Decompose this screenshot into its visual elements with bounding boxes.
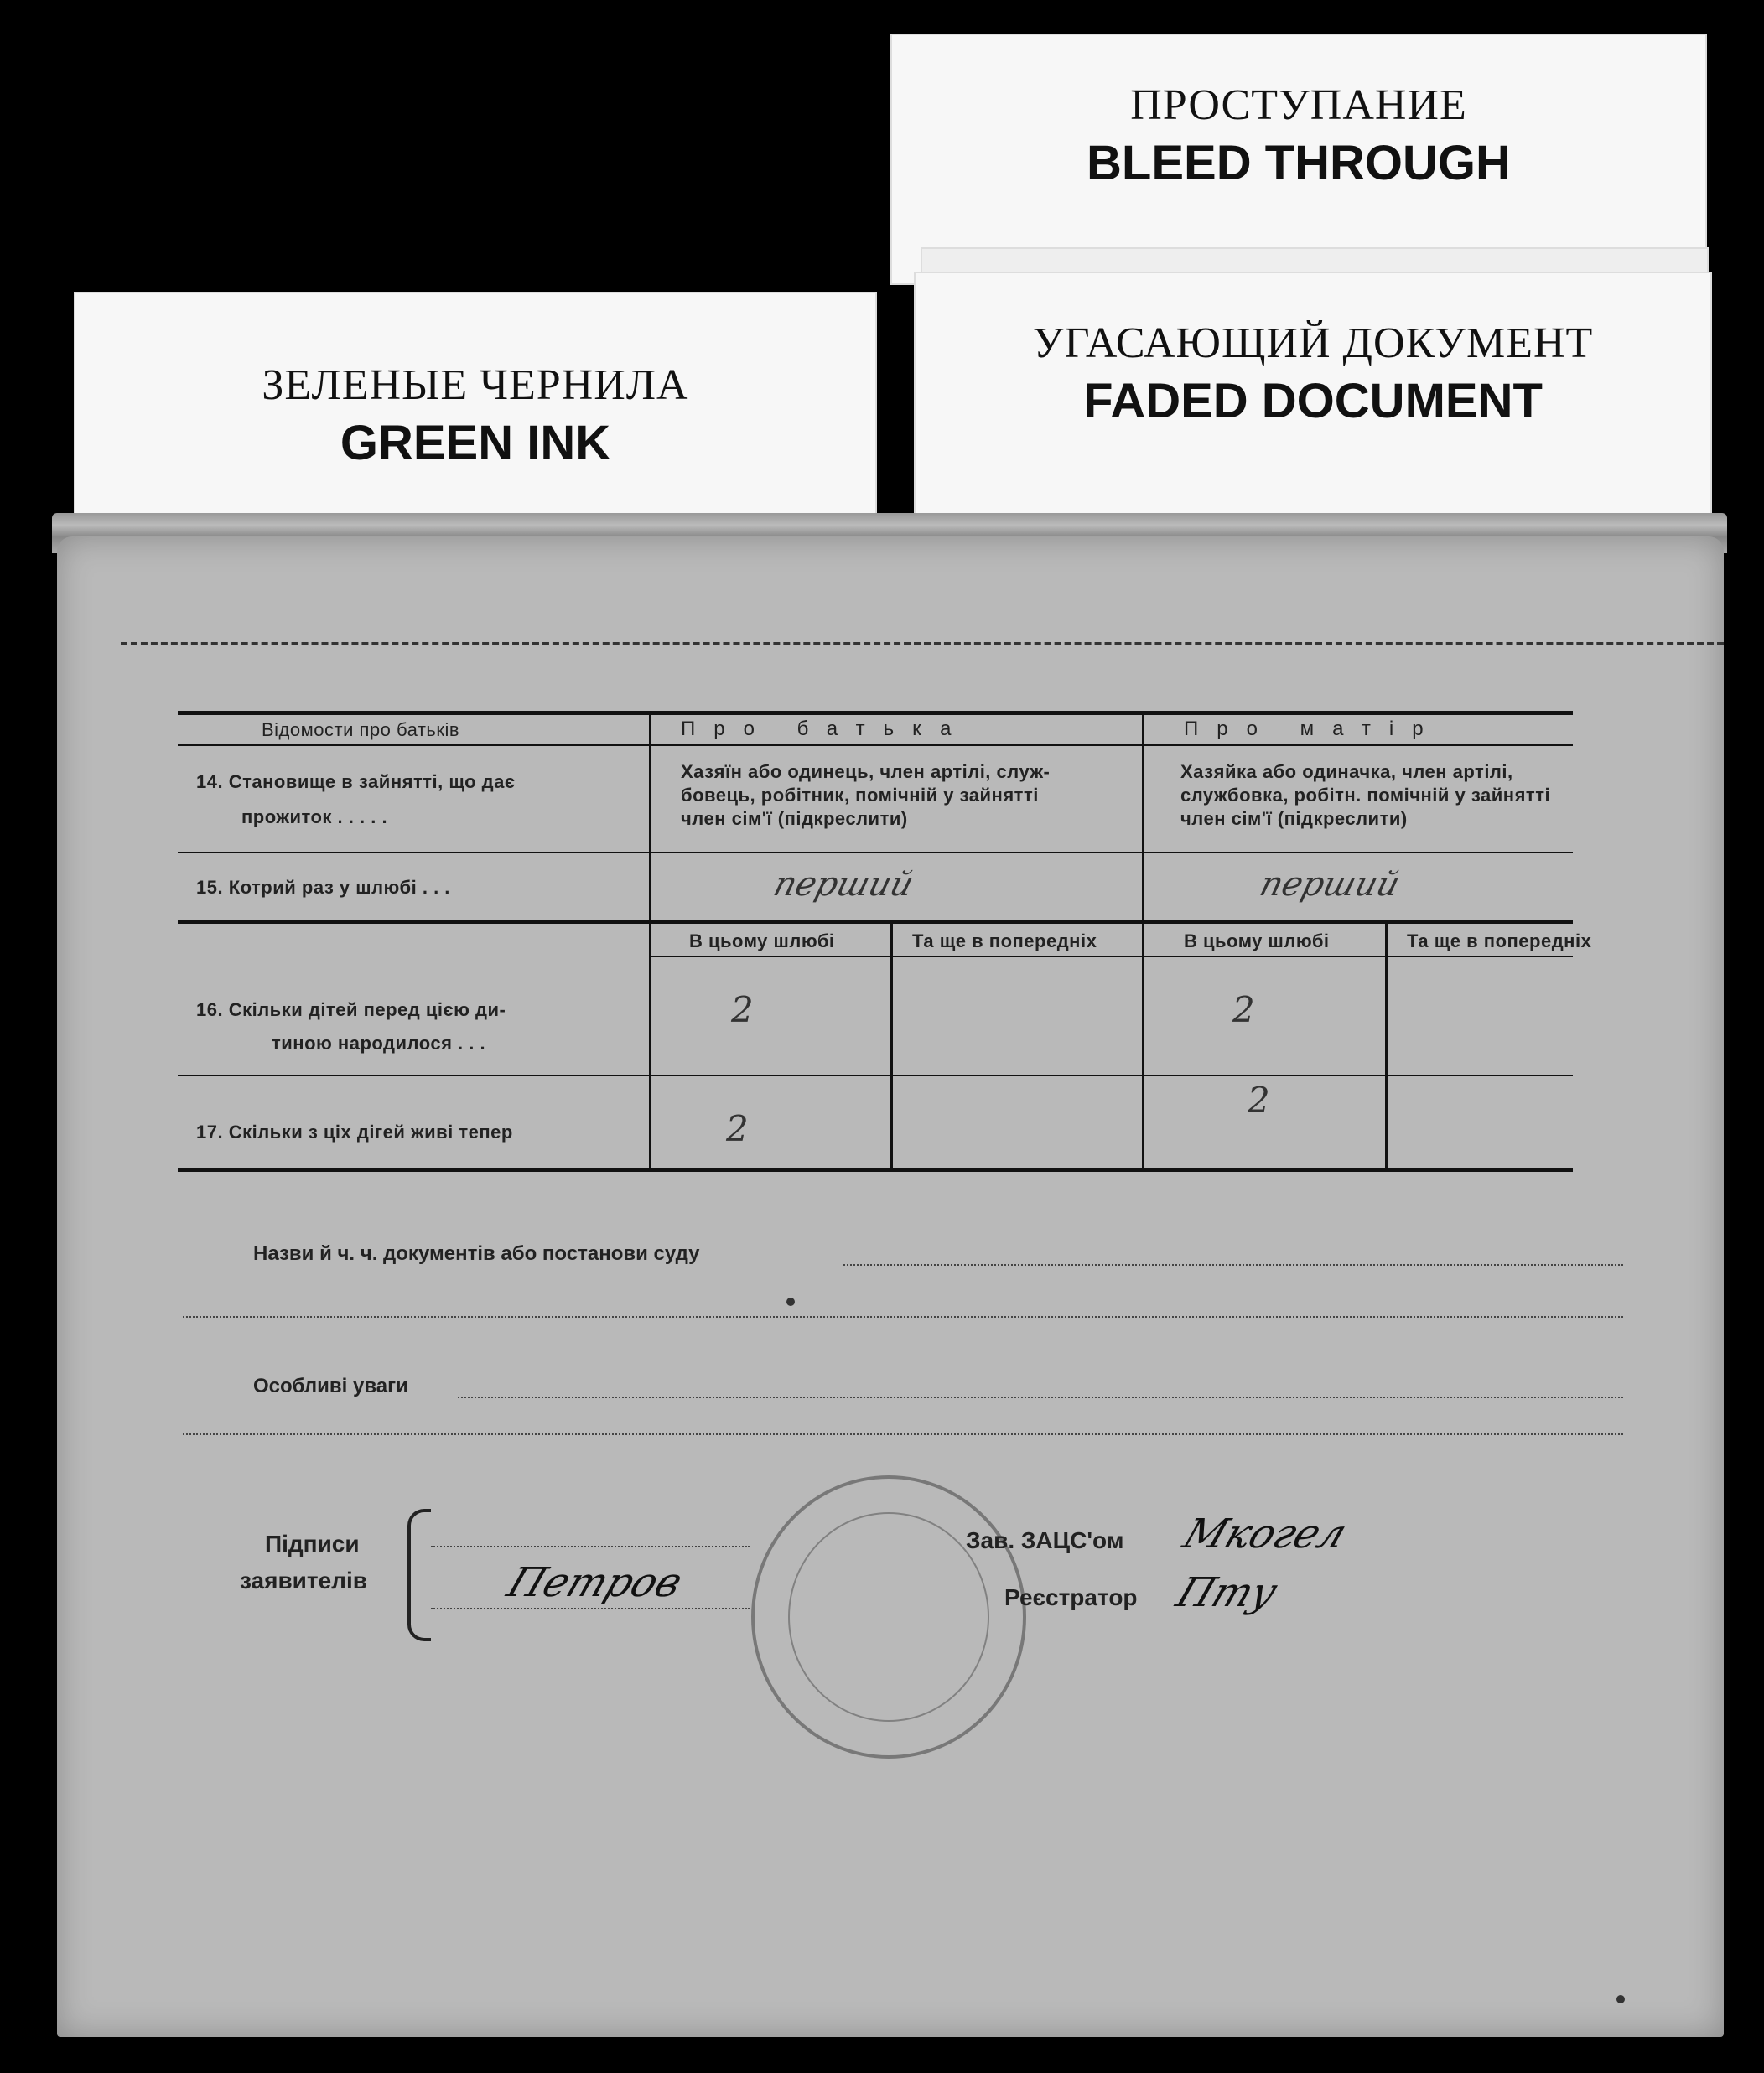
table-subheader-rule [651, 956, 1573, 957]
head-of-registry-signature: Мкогел [1176, 1511, 1354, 1557]
header-mother: Про матір [1184, 718, 1442, 740]
row14-mother-line3: член сім'ї (підкреслити) [1180, 808, 1408, 829]
bleed-through-label-ru: ПРОСТУПАНИЕ [1130, 81, 1467, 129]
table-bottom-rule [178, 1168, 1573, 1172]
documents-field-line [843, 1264, 1623, 1266]
table-col-divider-1 [649, 711, 651, 1172]
row17-father-this-value: 2 [726, 1108, 749, 1149]
row16-father-this-value: 2 [731, 989, 754, 1030]
row17-mother-this-value: 2 [1248, 1080, 1270, 1121]
subheader-mother-this: В цьому шлюбі [1184, 930, 1330, 951]
row16-mother-this-value: 2 [1232, 989, 1255, 1030]
row16-label-line2: тиною народилося . . . [272, 1033, 486, 1054]
row17-label: 17. Скільки з ціх дігей живі тепер [196, 1122, 513, 1143]
applicant-signature-line-2 [431, 1608, 750, 1609]
applicant-signature-line-1 [431, 1546, 750, 1547]
head-of-registry-label: Зав. ЗАЦС'ом [966, 1527, 1124, 1553]
table-row16-rule [178, 1075, 1573, 1076]
green-ink-label-card [74, 292, 877, 516]
subheader-father-prev: Та ще в попередніх [912, 930, 1097, 951]
green-ink-label-ru: ЗЕЛЕНЫЕ ЧЕРНИЛА [262, 361, 689, 409]
documents-label: Назви й ч. ч. документів або постанови суду [253, 1242, 700, 1265]
header-parents-info: Відомости про батьків [262, 719, 460, 740]
document-sheet [57, 536, 1724, 2037]
perforation-line [121, 642, 1724, 645]
signature-bracket [407, 1509, 431, 1641]
row14-father-line1: Хазяїн або одинець, член артілі, служ- [681, 761, 1051, 782]
ink-speck [1616, 1995, 1625, 2003]
applicants-signatures-label-line2: заявителів [240, 1568, 367, 1594]
table-col-divider-2 [1142, 711, 1144, 1172]
table-row14-rule [178, 852, 1573, 853]
row15-father-value: перший [769, 865, 918, 904]
row14-father-line2: бовець, робітник, помічній у зайнятті [681, 785, 1039, 806]
row14-mother-line2: службовка, робітн. помічній у зайнятті [1180, 785, 1551, 806]
ink-speck [786, 1298, 795, 1306]
faded-document-label-ru: УГАСАЮЩИЙ ДОКУМЕНТ [1032, 319, 1594, 367]
row14-father-line3: член сім'ї (підкреслити) [681, 808, 908, 829]
green-ink-label-en: GREEN INK [340, 416, 611, 470]
table-top-rule [178, 711, 1573, 715]
table-header-rule [178, 744, 1573, 746]
row14-label-line1: 14. Становище в зайнятті, що дає [196, 771, 516, 792]
row15-mother-value: перший [1255, 865, 1404, 904]
table-col-divider-mother [1385, 922, 1388, 1172]
table-col-divider-father [890, 922, 893, 1172]
row16-label-line1: 16. Скільки дітей перед цією ди- [196, 999, 506, 1020]
remarks-field-line [458, 1397, 1623, 1398]
registrar-signature: Пту [1170, 1569, 1284, 1616]
header-father: Про батька [681, 718, 970, 740]
registrar-label: Реєстратор [1004, 1584, 1138, 1610]
bleed-through-label-en: BLEED THROUGH [1087, 136, 1511, 190]
row14-mother-line1: Хазяйка або одиначка, член артілі, [1180, 761, 1513, 782]
row14-label-line2: прожиток . . . . . [241, 806, 388, 827]
faded-document-label-card [914, 272, 1712, 515]
applicants-signatures-label-line1: Підписи [265, 1531, 360, 1557]
row15-label: 15. Котрий раз у шлюбі . . . [196, 877, 450, 898]
subheader-mother-prev: Та ще в попередніх [1407, 930, 1592, 951]
subheader-father-this: В цьому шлюбі [689, 930, 835, 951]
remarks-field-line-2 [183, 1433, 1623, 1435]
documents-field-line-2 [183, 1316, 1623, 1318]
official-stamp [751, 1475, 1026, 1759]
remarks-label: Особливі уваги [253, 1375, 408, 1397]
table-row15-rule [178, 920, 1573, 924]
applicant-signature: Петров [501, 1559, 689, 1606]
faded-document-label-en: FADED DOCUMENT [1083, 374, 1543, 428]
